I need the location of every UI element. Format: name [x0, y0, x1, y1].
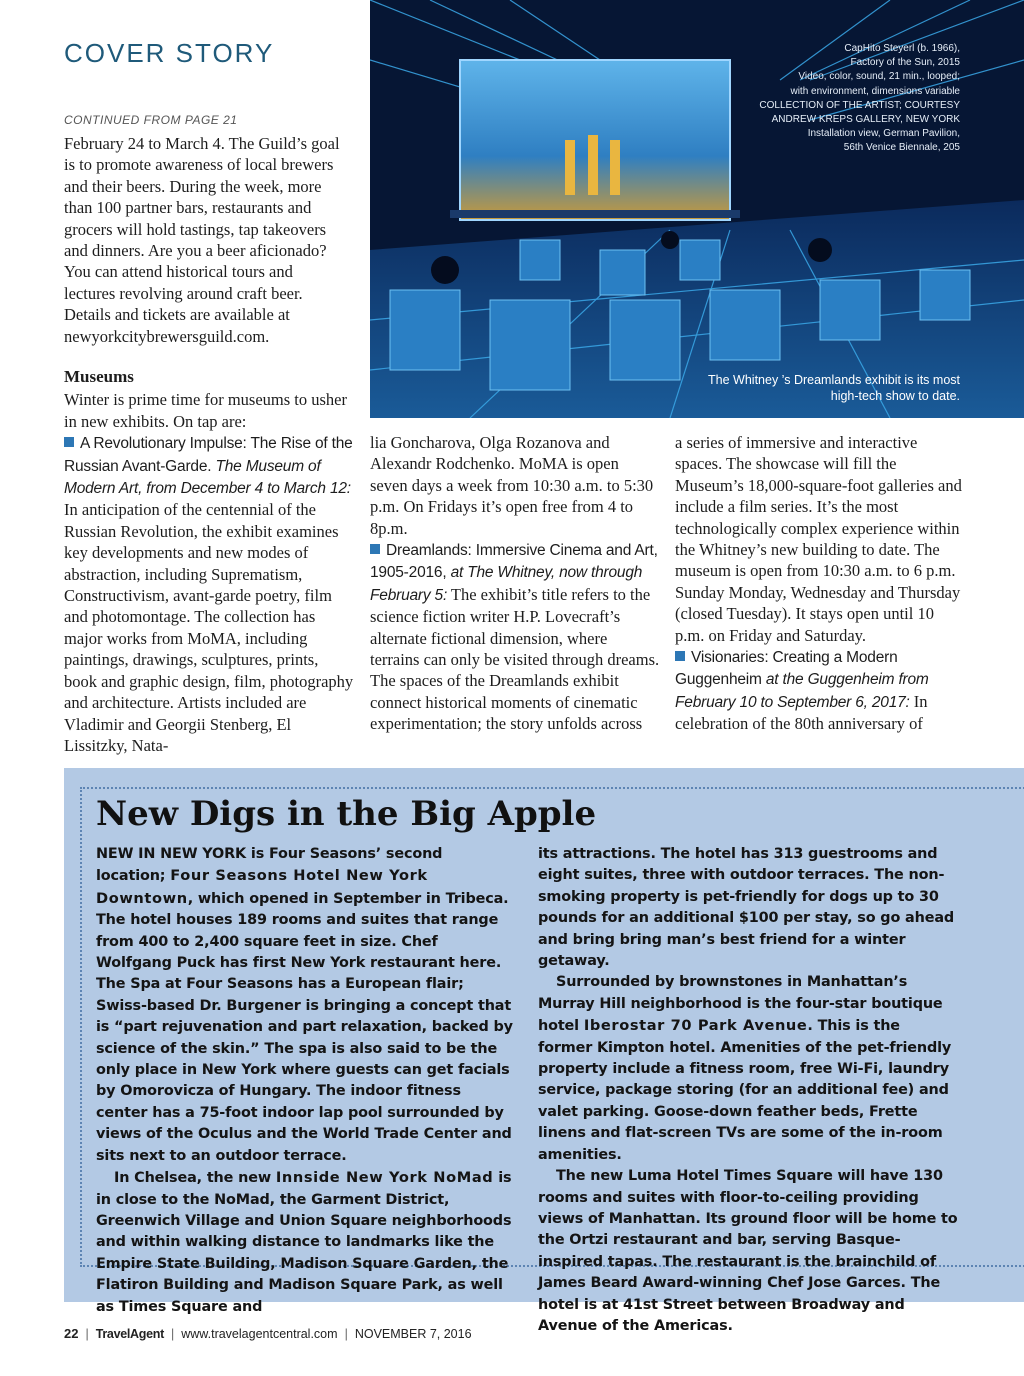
intro-paragraph: February 24 to March 4. The Guild’s goal is to promote awareness of local brewers and their beers. During the week, more than 100 partner bars, restaurants and grocers will hold tastings, tap takeovers and dinners. Are you a beer aficionado? You can attend historical tours and lectures revolving around craft beer. Details and tickets are available at newyorkcitybrewersguild.com.	[64, 134, 340, 346]
hotel-name: Innside New York NoMad	[275, 1169, 494, 1187]
museums-intro	[64, 389, 354, 432]
credit-line: with environment, dimensions variable	[790, 85, 960, 97]
hotel-name: Four Seasons Hotel New York Downtown	[96, 867, 428, 907]
credit-line: Video, color, sound, 21 min., looped;	[798, 71, 960, 83]
sidebar-text: NEW IN NEW YORK is Four Seasons’ second location;	[96, 846, 443, 885]
sidebar-paragraph	[538, 972, 958, 1166]
sidebar-text: In Chelsea, the new	[114, 1170, 271, 1187]
exhibit-2-title: Dreamlands: Immersive Cinema and Art, 1905-2016,	[370, 542, 658, 582]
page-footer: 22 | TravelAgent | www.travelagentcentral.com | NOVEMBER 7, 2016	[64, 1326, 472, 1341]
section-title: COVER STORY	[64, 38, 275, 68]
exhibit-1-continued: lia Goncharova, Olga Rozanova and Alexandr Rodchenko. MoMA is open seven days a week from 10:30 a.m. to 5:30 p.m. On Fridays it’s open free from 4 to 8p.m.	[370, 433, 654, 538]
bullet-square-icon	[675, 651, 685, 661]
sidebar-text: . This is the former Kimpton hotel. Amenities of the pet-friendly property include a fitness room, free Wi-Fi, laundry service, package storing (for an additional fee) and valet parking. Goose-down feather beds, Frette linens and flat-screen TVs are some of the in-room amenities.	[538, 1018, 952, 1163]
credit-line: Installation view, German Pavilion,	[807, 128, 960, 140]
bullet-square-icon	[64, 437, 74, 447]
exhibit-1-title: A Revolutionary Impulse: The Rise of the Russian Avant-Garde.	[64, 435, 353, 475]
credit-line: Factory of the Sun, 2015	[850, 57, 960, 69]
sidebar-paragraph: The new Luma Hotel Times Square will have 130 rooms and suites with floor-to-ceiling providing views of Manhattan. Its ground floor will be home to the Ortzi restaurant and bar, serving Basque-inspired tapas. The restaurant is the brainchild of James Beard Award-winning Chef Jose Garces. The hotel is at 41st Street between Broadway and Avenue of the Americas.	[538, 1168, 958, 1334]
issue-date: NOVEMBER 7, 2016	[354, 1327, 472, 1341]
exhibit-1	[64, 432, 354, 756]
photo-caption: The Whitney ’s Dreamlands exhibit is its most high-tech show to date.	[708, 373, 960, 403]
exhibit-photo	[370, 0, 1024, 418]
exhibit-2-meta: at The Whitney, now through February 5:	[370, 564, 643, 604]
exhibit-3-text: In celebration of the 80th anniversary of	[675, 691, 928, 734]
exhibit-1-text: In anticipation of the centennial of the Russian Revolution, the exhibit examines key developments and new modes of abstraction, including Suprematism, Constructivism, avant-garde poetry, film and photomontage. The collection has major works from MoMA, including paintings, drawings, sculptures, prints, book and graphic design, film, photography and architecture. Artists included are Vladimir and Georgii Stenberg, El Lissitzky, Nata-	[64, 500, 354, 755]
photo-credit	[700, 42, 960, 156]
sidebar-text: is in close to the NoMad, the Garment District, Greenwich Village and Union Square neighborhoods and within walking distance to landmarks like the Empire State Building, Madison Square Garden, the Flatiron Building and Madison Square Park, as well as Times Square and	[96, 1170, 512, 1315]
website-url: www.travelagentcentral.com	[181, 1327, 338, 1341]
sidebar-column-left	[96, 844, 516, 1318]
exhibit-3-meta: at the Guggenheim from February 10 to September 6, 2017:	[675, 671, 929, 711]
exhibit-3-title: Visionaries: Creating a Modern Guggenheim	[675, 649, 898, 689]
sidebar-text: Surrounded by brownstones in Manhattan’s Murray Hill neighborhood is the four-star boutique hotel	[538, 974, 943, 1035]
magazine-brand: TravelAgent	[95, 1327, 164, 1341]
credit-line: COLLECTION OF THE ARTIST; COURTESY	[759, 99, 960, 111]
museums-heading: Museums	[64, 367, 134, 386]
intro-column	[64, 133, 344, 347]
column-three	[675, 432, 965, 735]
exhibit-2-continued: a series of immersive and interactive spaces. The showcase will fill the Museum’s 18,000-square-foot galleries and include a film series. It’s the most technologically complex experience within the Whitney’s new building to date. The museum is open from 10:30 a.m. to 6 p.m. Sunday Monday, Wednesday and Thursday (closed Tuesday). It stays open until 10 p.m. on Friday and Saturday.	[675, 433, 962, 645]
credit-line: 56th Venice Biennale, 205	[843, 142, 960, 154]
credit-line: CapHito Steyerl (b. 1966),	[844, 43, 960, 54]
sidebar-column-right	[538, 844, 958, 1337]
continued-note: CONTINUED FROM PAGE 21	[64, 113, 238, 127]
sidebar-paragraph: its attractions. The hotel has 313 guestrooms and eight suites, three with outdoor terraces. The non-smoking property is pet-friendly for dogs up to 30 pounds for an additional $100 per stay, so go ahead and bring bring man’s best friend for a winter getaway.	[538, 846, 955, 970]
sidebar-text: , which opened in September in Tribeca. The hotel houses 189 rooms and suites that range from 400 to 2,400 square feet in size. Chef Wolfgang Puck has first New York restaurant here. The Spa at Four Seasons has a European flair; Swiss-based Dr. Burgener is bringing a concept that is “part rejuvenation and part relaxation, backed by science of the skin.” The spa is also said to be the only place in New York where guests can get facials by Omorovicza of Hungary. The indoor fitness center has a 75-foot indoor lap pool surrounded by views of the Oculus and the World Trade Center and sits next to an outdoor terrace.	[96, 890, 513, 1164]
credit-line: ANDREW KREPS GALLERY, NEW YORK	[771, 114, 960, 126]
sidebar-title: New Digs in the Big Apple	[96, 794, 597, 834]
page-number: 22	[64, 1326, 79, 1341]
museums-intro-text: Winter is prime time for museums to usher in new exhibits. On tap are:	[64, 390, 347, 431]
sidebar-paragraph	[96, 844, 516, 1167]
sidebar-paragraph	[96, 1167, 516, 1318]
exhibit-2-text: The exhibit’s title refers to the science fiction writer H.P. Lovecraft’s alternate fictional dimension, where terrains can only be visited through dreams. The spaces of the Dreamlands exhibit connect historical moments of cinematic experimentation; the story unfolds across	[370, 584, 660, 734]
hotel-name: Iberostar 70 Park Avenue	[583, 1017, 808, 1035]
exhibit-2	[370, 539, 660, 735]
exhibit-1-meta: The Museum of Modern Art, from December 4 to March 12:	[64, 457, 351, 498]
exhibit-3	[675, 646, 965, 735]
bullet-square-icon	[370, 544, 380, 554]
museums-column	[64, 366, 354, 756]
column-two	[370, 432, 660, 735]
